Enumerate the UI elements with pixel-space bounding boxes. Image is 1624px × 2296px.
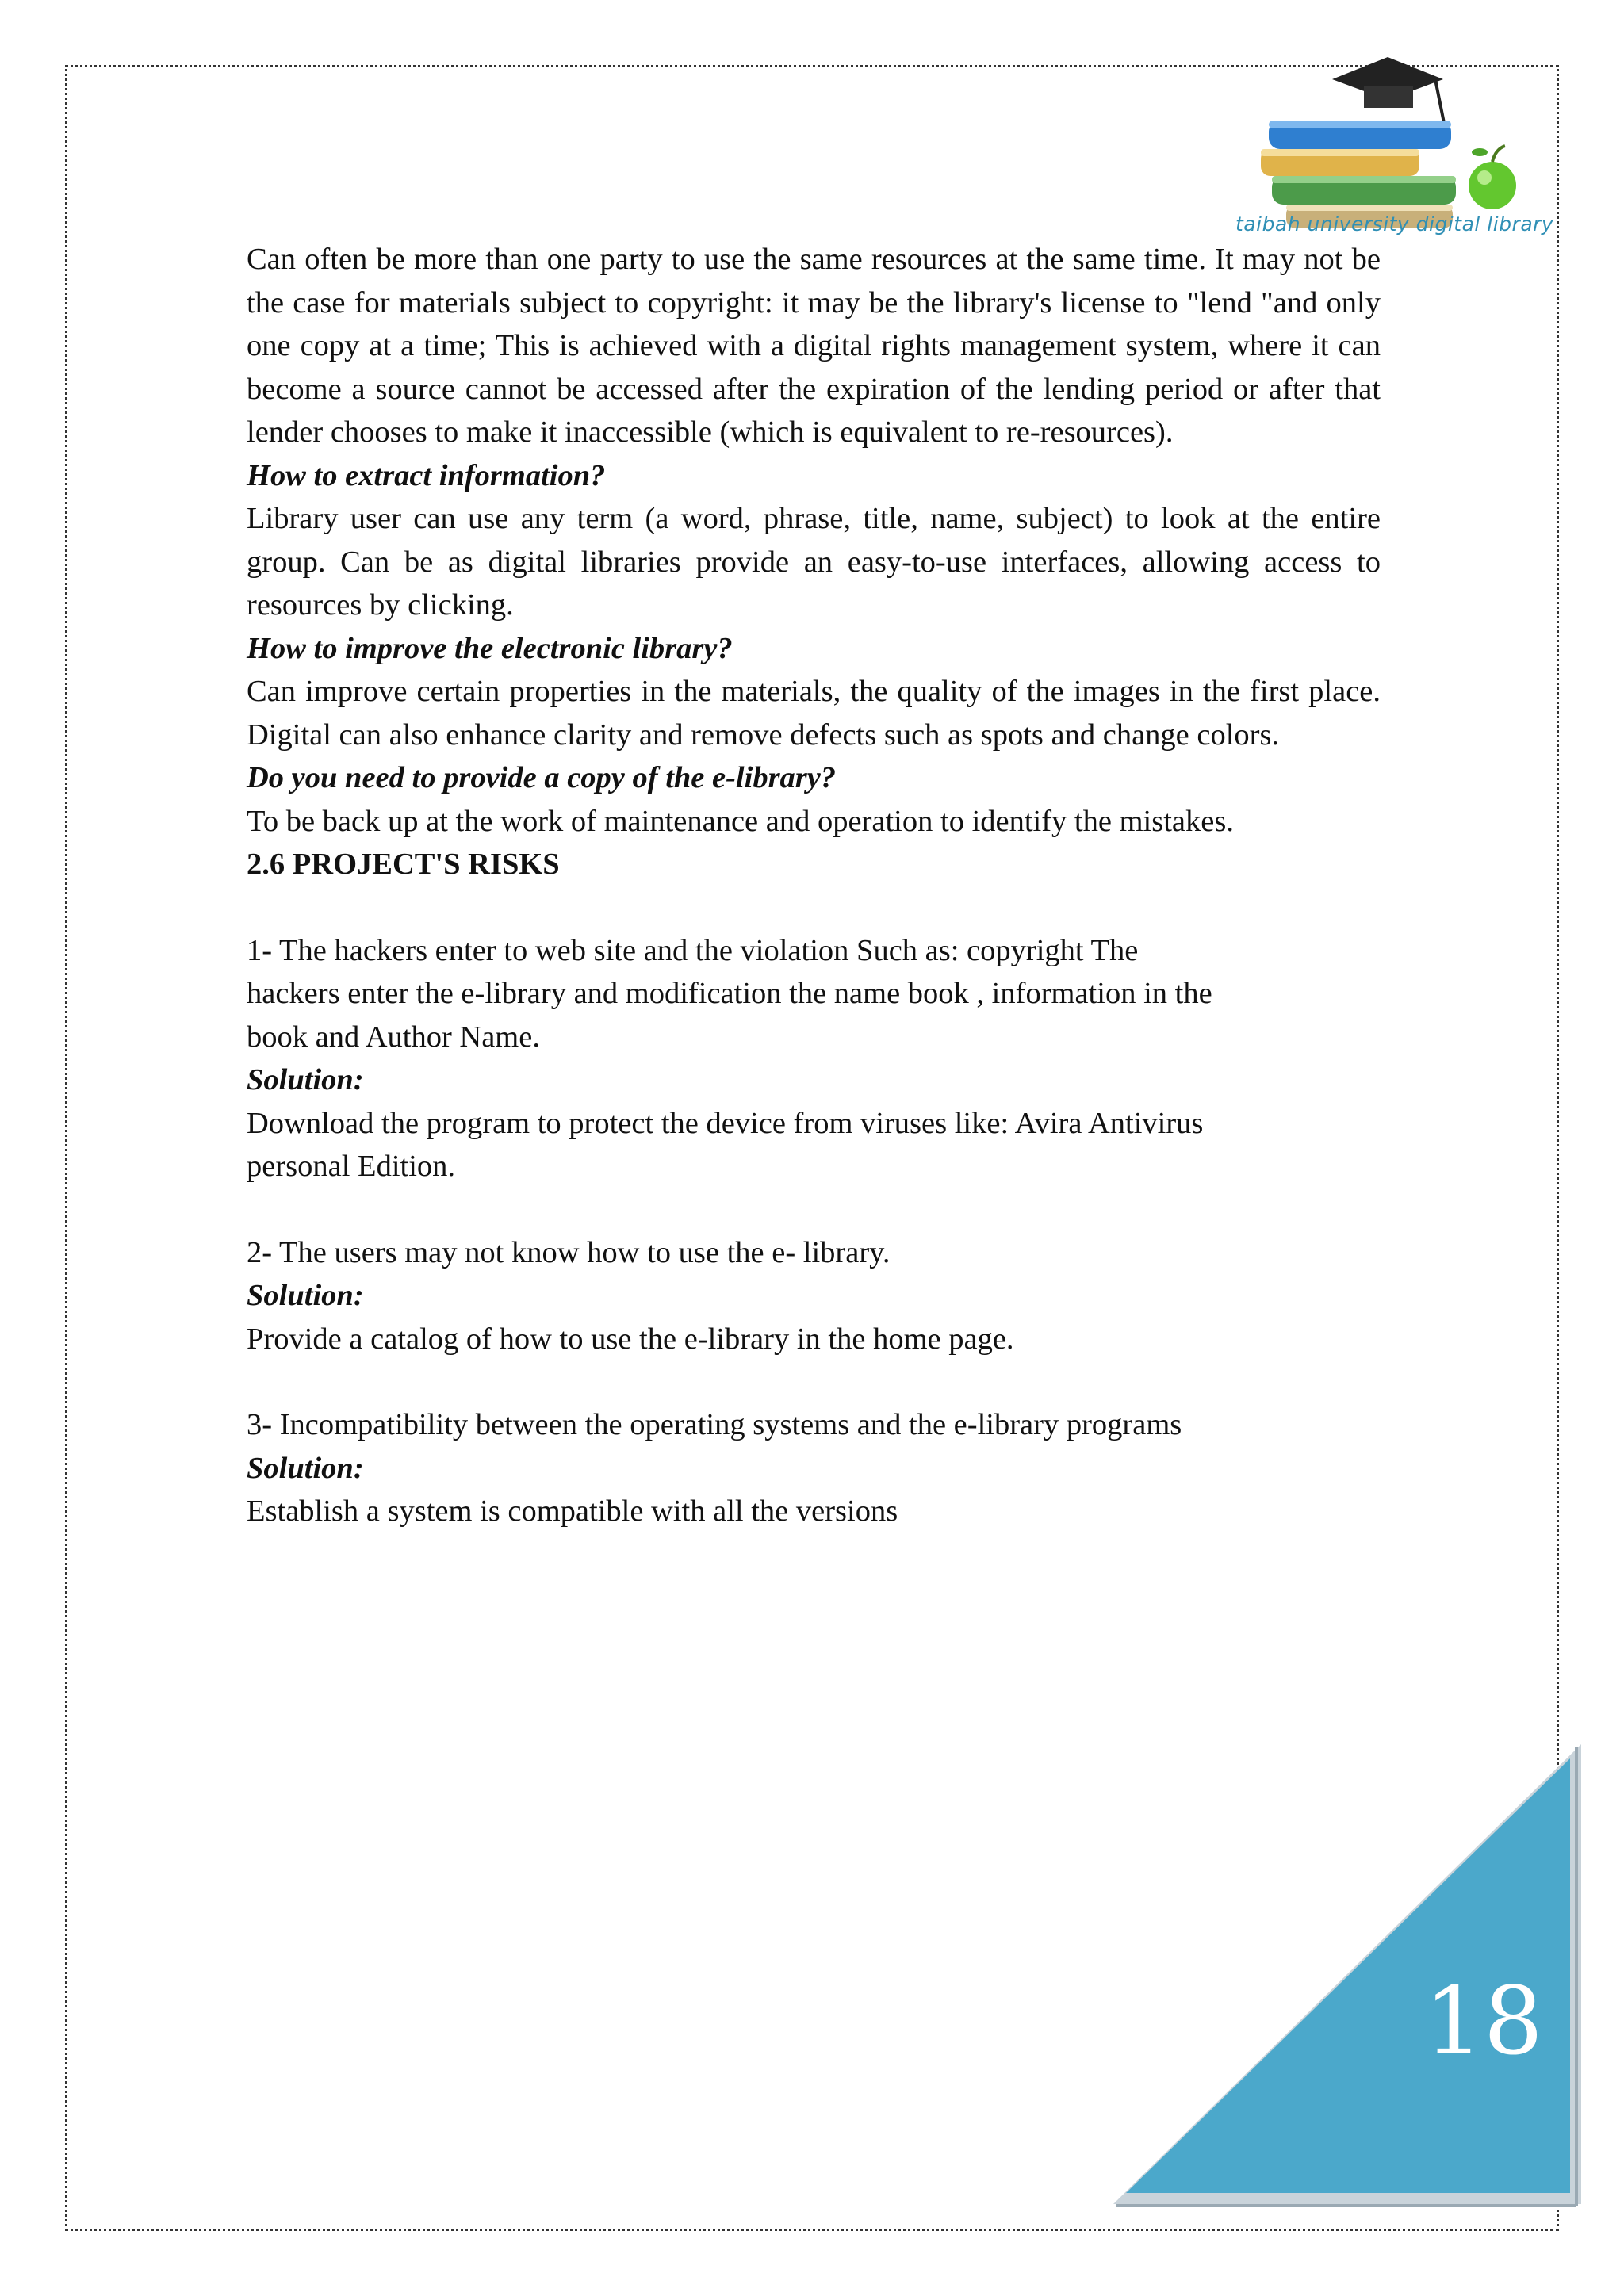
answer-paragraph-copy: To be back up at the work of maintenance and operation to identify the mistakes. (247, 804, 1234, 838)
intro-paragraph: Can often be more than one party to use the same resources at the same time. It may not be the case for materials subject to copyright: it may be the library's license to "lend "and only one copy at a time; This is achieved with a digital rights management system, where it can become a source cannot be accessed after the expiration of the lending period or after that lender chooses to make it inaccessible (which is equivalent to re-resources). (247, 243, 1381, 449)
question-heading-extract: How to extract information? (247, 458, 606, 492)
solution-text: Provide a catalog of how to use the e-library in the home page. (247, 1322, 1014, 1356)
risk-list (247, 929, 1218, 1533)
solution-text: Download the program to protect the device from viruses like: Avira Antivirus personal Edition. (247, 1106, 1204, 1183)
risk-text: 1- The hackers enter to web site and the violation Such as: copyright The hackers enter the e-library and modification the name book , information in the book and Author Name. (247, 933, 1212, 1054)
solution-label: Solution: (247, 1451, 364, 1485)
risk-text: 2- The users may not know how to use the e- library. (247, 1235, 891, 1269)
risk-text: 3- Incompatibility between the operating systems and the e-library programs (247, 1408, 1182, 1441)
solution-text: Establish a system is compatible with all the versions (247, 1494, 898, 1528)
question-heading-improve: How to improve the electronic library? (247, 631, 733, 665)
answer-paragraph-extract: Library user can use any term (a word, phrase, title, name, subject) to look at the entire group. Can be as digital libraries provide an easy-to-use interfaces, allowing access to resources by clicking. (247, 502, 1381, 622)
page-number: 18 (1423, 1966, 1543, 2076)
solution-label: Solution: (247, 1279, 364, 1312)
section-heading: 2.6 PROJECT'S RISKS (247, 848, 560, 881)
answer-paragraph-improve: Can improve certain properties in the materials, the quality of the images in the first place. Digital can also enhance clarity and remove defects such as spots and change colors. (247, 675, 1381, 752)
risk-item (247, 1403, 1218, 1533)
risk-item (247, 929, 1218, 1188)
logo-text: taibah university digital library (1235, 212, 1554, 235)
document-body (247, 238, 1381, 1576)
risk-item (247, 1231, 1218, 1361)
solution-label: Solution: (247, 1063, 364, 1096)
question-heading-copy: Do you need to provide a copy of the e-library? (247, 761, 837, 794)
